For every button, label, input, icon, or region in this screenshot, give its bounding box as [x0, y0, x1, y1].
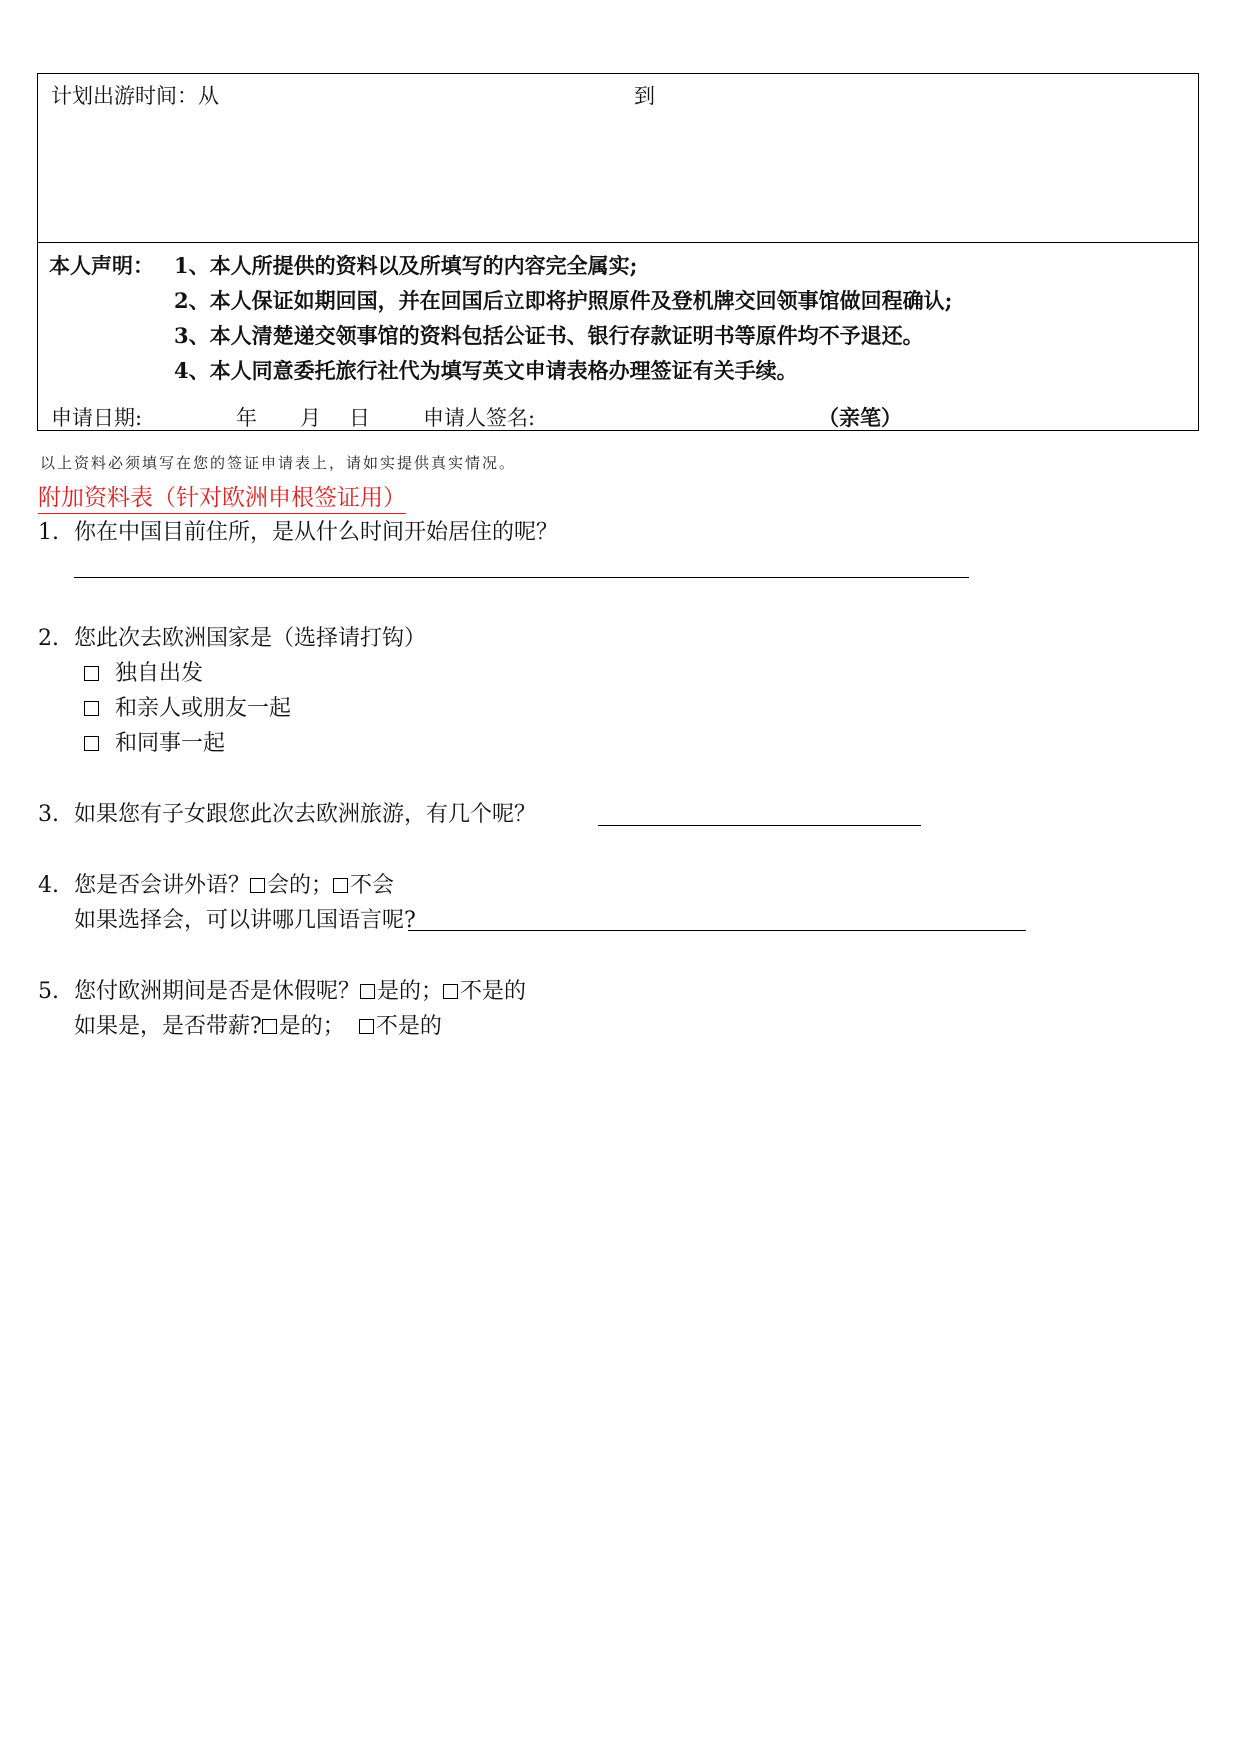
option-family-friends-checkbox[interactable]: [84, 701, 99, 716]
option-family-friends: [84, 691, 291, 722]
question-4-yes-checkbox[interactable]: [250, 878, 265, 893]
question-5-no-label: 不是的: [460, 979, 527, 1004]
question-1: [38, 515, 558, 546]
question-5-yes-label: 是的；: [377, 979, 444, 1004]
option-colleagues-checkbox[interactable]: [84, 736, 99, 751]
travel-time-to: 到: [634, 84, 655, 108]
question-5: [38, 974, 526, 1005]
declaration-item-2: 2、本人保证如期回国，并在回国后立即将护照原件及登机牌交回领事馆做回程确认;: [174, 288, 953, 313]
travel-time-label: 计划出游时间：从: [51, 84, 219, 108]
question-4: [38, 868, 394, 899]
question-5-followup-yes-label: 是的；: [278, 1014, 345, 1039]
question-4-answer-line[interactable]: [408, 930, 1026, 931]
question-4-text: 您是否会讲外语？: [74, 873, 251, 898]
question-2: [38, 621, 426, 652]
question-5-followup-no-label: 不是的: [375, 1014, 442, 1039]
question-5-no-checkbox[interactable]: [443, 984, 458, 999]
fill-in-note: 以上资料必须填写在您的签证申请表上，请如实提供真实情况。: [40, 454, 517, 472]
question-1-text: 你在中国目前住所，是从什么时间开始居住的呢？: [74, 520, 559, 545]
question-5-followup-no-checkbox[interactable]: [359, 1019, 374, 1034]
month-label: 月: [300, 406, 321, 430]
declaration-item-3: 3、本人清楚递交领事馆的资料包括公证书、银行存款证明书等原件均不予退还。: [174, 323, 924, 348]
day-label: 日: [349, 406, 370, 430]
question-2-number: 2.: [38, 626, 59, 651]
question-4-followup: 如果选择会，可以讲哪几国语言呢?: [74, 908, 416, 933]
question-3-number: 3.: [38, 802, 59, 827]
handwritten-label: （亲笔）: [818, 405, 902, 430]
question-4-no-checkbox[interactable]: [333, 878, 348, 893]
option-colleagues-label: 和同事一起: [115, 731, 226, 756]
question-3-text: 如果您有子女跟您此次去欧洲旅游，有几个呢？: [74, 802, 537, 827]
question-5-followup-text: 如果是，是否带薪?: [74, 1014, 262, 1039]
question-5-text: 您付欧洲期间是否是休假呢？: [74, 979, 361, 1004]
declaration-item-1: 1、本人所提供的资料以及所填写的内容完全属实;: [174, 253, 638, 278]
declaration-item-4: 4、本人同意委托旅行社代为填写英文申请表格办理签证有关手续。: [174, 358, 798, 383]
question-5-number: 5.: [38, 979, 59, 1004]
question-3: [38, 797, 536, 828]
question-1-answer-line[interactable]: [74, 577, 969, 578]
box-divider: [38, 242, 1198, 243]
question-5-yes-checkbox[interactable]: [360, 984, 375, 999]
question-3-answer-line[interactable]: [598, 825, 921, 826]
signature-label: 申请人签名:: [423, 406, 536, 430]
question-4-yes-label: 会的；: [267, 873, 334, 898]
appendix-title: 附加资料表（针对欧洲申根签证用）: [38, 479, 406, 514]
option-alone: [84, 656, 203, 687]
question-2-text: 您此次去欧洲国家是（选择请打钩）: [74, 626, 427, 651]
question-4-no-label: 不会: [350, 873, 395, 898]
option-alone-checkbox[interactable]: [84, 666, 99, 681]
declaration-lead: 本人声明：: [49, 253, 154, 278]
question-4-number: 4.: [38, 873, 59, 898]
option-alone-label: 独自出发: [115, 661, 204, 686]
year-label: 年: [236, 406, 257, 430]
question-1-number: 1.: [38, 520, 59, 545]
apply-date-label: 申请日期:: [51, 406, 143, 430]
question-5-followup-yes-checkbox[interactable]: [262, 1019, 277, 1034]
question-5-followup: [74, 1009, 442, 1040]
option-family-friends-label: 和亲人或朋友一起: [115, 696, 292, 721]
option-colleagues: [84, 726, 225, 757]
